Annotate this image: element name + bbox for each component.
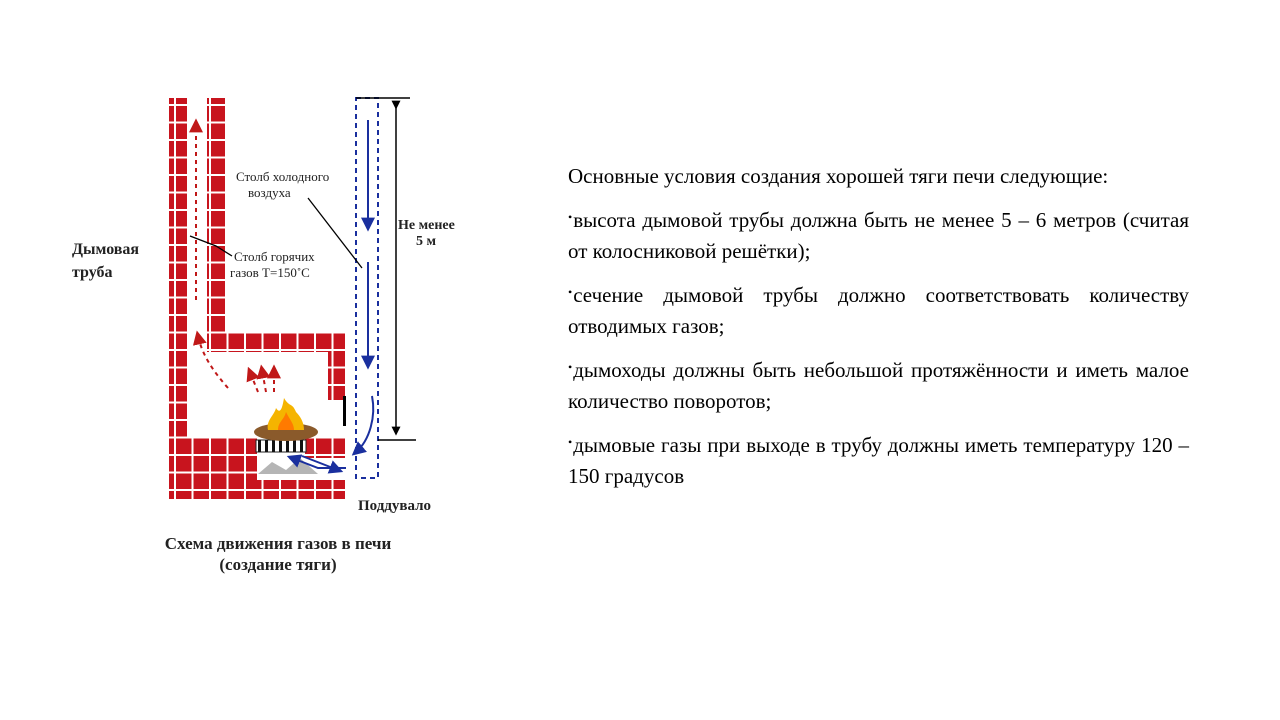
min-height-label-line1: Не менее xyxy=(398,218,455,233)
list-item xyxy=(568,202,1189,267)
bullet-icon: • xyxy=(568,210,573,224)
ash-pit-label: Поддувало xyxy=(358,498,432,514)
min-height-label xyxy=(398,218,455,249)
chimney-label-line2: труба xyxy=(72,264,113,281)
cold-air-label xyxy=(236,169,329,200)
chimney-label xyxy=(72,241,139,281)
conditions-list xyxy=(568,202,1189,492)
list-item xyxy=(568,427,1189,492)
ash-heap xyxy=(258,458,318,474)
diagram-caption-line2: (создание тяги) xyxy=(219,555,337,574)
cold-air-column xyxy=(292,98,378,478)
diagram-caption-line1: Схема движения газов в печи xyxy=(164,534,392,553)
list-item xyxy=(568,352,1189,417)
stove-draft-diagram xyxy=(0,0,560,720)
hot-gas-label-line1: Столб горячих xyxy=(234,249,315,264)
cold-air-leader xyxy=(308,198,362,268)
list-item-text: сечение дымовой трубы должно соответствовать количеству отводимых газов; xyxy=(568,283,1189,338)
hot-gas-arrow xyxy=(250,372,258,392)
diagram-caption xyxy=(165,534,392,574)
firebox-door-line xyxy=(343,396,346,426)
hot-gas-label xyxy=(230,249,315,280)
list-item-text: дымоходы должны быть небольшой протяжённости и иметь малое количество поворотов; xyxy=(568,358,1189,413)
firebox xyxy=(254,398,318,474)
stove-top-wall xyxy=(207,332,345,352)
min-height-label-line2: 5 м xyxy=(416,234,437,249)
chimney-label-line1: Дымовая xyxy=(72,241,140,258)
bullet-icon: • xyxy=(568,435,573,449)
bullet-icon: • xyxy=(568,360,573,374)
height-dimension xyxy=(356,98,416,440)
list-item xyxy=(568,277,1189,342)
draft-conditions-text xyxy=(568,161,1189,502)
list-item-text: дымовые газы при выходе в трубу должны иметь температуру 120 – 150 градусов xyxy=(568,433,1189,488)
firebox-base-right xyxy=(305,438,345,458)
intro-paragraph: Основные условия создания хорошей тяги печи следующие: xyxy=(568,164,1109,188)
cold-air-arrow xyxy=(356,396,373,452)
cold-air-label-line2: воздуха xyxy=(248,185,291,200)
list-item-text: высота дымовой трубы должна быть не менее 5 – 6 метров (считая от колосниковой решётки); xyxy=(568,208,1189,263)
cold-air-label-line1: Столб холодного xyxy=(236,169,330,184)
bullet-icon: • xyxy=(568,285,573,299)
firebox-base-left xyxy=(169,438,257,480)
stove-right-wall xyxy=(328,352,345,400)
chimney-inner-wall xyxy=(207,98,225,332)
hot-gas-arrow xyxy=(262,370,266,392)
hot-gas-label-line2: газов Т=150˚С xyxy=(230,265,310,280)
chimney-outer-wall xyxy=(169,98,187,438)
stove-bottom-row xyxy=(169,480,345,499)
